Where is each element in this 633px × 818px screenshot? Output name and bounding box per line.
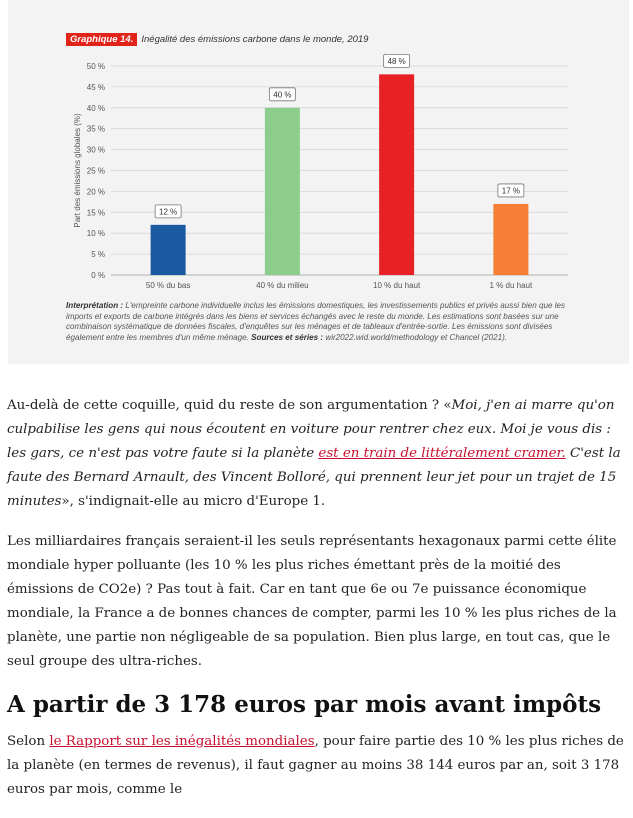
- y-tick-label: 25 %: [86, 166, 105, 176]
- x-tick-label: 10 % du haut: [373, 281, 421, 290]
- bar: [265, 108, 300, 275]
- article-subheading: A partir de 3 178 euros par mois avant impôts: [7, 691, 602, 718]
- interpretation-text: L'empreinte carbone individuelle inclus les émissions domestiques, les investissements publics et privés aussi bien que les imports et exports de carbone intégrés dans les biens et services échangés avec le reste du monde. Les estimations sont basées sur une combinaison systématique de données fiscales, d'enquêtes sur les ménages et de tableaux d'entrée-sortie. Les émissions sont divisées également entre les membres d'un même ménage.: [66, 301, 566, 342]
- chart-title-tag: Graphique 14.: [66, 33, 137, 46]
- sources-text: wir2022.wid.world/methodology et Chancel (2021).: [325, 332, 508, 342]
- y-tick-label: 40 %: [86, 103, 105, 113]
- bar: [379, 74, 414, 275]
- y-tick-label: 30 %: [86, 145, 105, 155]
- x-tick-label: 1 % du haut: [489, 281, 533, 290]
- interpretation-label: Interprétation :: [66, 301, 124, 310]
- y-tick-label: 50 %: [86, 62, 105, 71]
- bar: [493, 204, 528, 275]
- article-paragraph-3: [7, 730, 625, 802]
- x-tick-label: 50 % du bas: [145, 281, 191, 290]
- data-label: 17 %: [501, 186, 520, 196]
- x-tick-label: 40 % du milieu: [256, 281, 309, 290]
- y-tick-label: 45 %: [86, 82, 105, 92]
- p3-rest: , pour faire partie des 10 % les plus riches de la planète (en termes de revenus), il faut gagner au moins 38 144 euros par an, soit 3 178 euros par mois, comme le: [7, 734, 624, 797]
- y-tick-label: 15 %: [86, 208, 105, 218]
- article-body: [7, 394, 625, 818]
- bar-chart: [8, 0, 629, 300]
- y-tick-label: 0 %: [91, 271, 105, 280]
- article-paragraph-2: Les milliardaires français seraient-il les seuls représentants hexagonaux parmi cette élite mondiale hyper polluante (les 10 % les plus riches émettant près de la moitié des émissions de CO2e) ? Pas tout à fait. Car en tant que 6e ou 7e puissance économique mondiale, la France a de bonnes chances de compter, parmi les 10 % les plus riches de la planète, une partie non négligeable de sa population. Bien plus large, en tout cas, que le seul groupe des ultra-riches.: [7, 534, 617, 669]
- y-axis-label: Part des émissions globales (%): [73, 113, 82, 228]
- p1-intro: Au-delà de cette coquille, quid du reste de son argumentation ? «: [7, 398, 452, 413]
- inequality-report-link[interactable]: le Rapport sur les inégalités mondiales: [49, 734, 315, 749]
- data-label: 40 %: [273, 90, 292, 100]
- bar: [151, 225, 186, 275]
- y-tick-label: 35 %: [86, 124, 105, 134]
- y-tick-label: 10 %: [86, 229, 105, 239]
- y-tick-label: 20 %: [86, 187, 105, 197]
- data-label: 48 %: [387, 56, 406, 66]
- chart-interpretation: [66, 301, 578, 343]
- p1-quote-link[interactable]: est en train de littéralement cramer.: [318, 446, 566, 461]
- data-label: 12 %: [159, 207, 178, 217]
- y-tick-label: 5 %: [91, 250, 105, 260]
- article-paragraph-1: [7, 394, 625, 514]
- chart-figure: [8, 0, 629, 364]
- p1-outro: », s'indignait-elle au micro d'Europe 1.: [61, 494, 326, 509]
- p1-quote: [7, 398, 621, 509]
- sources-label: Sources et séries :: [251, 332, 324, 342]
- p1-quote-b: C'est la faute des Bernard Arnault, des Vincent Bolloré, qui prennent leur jet pour un trajet de 15 minutes: [7, 446, 621, 509]
- p1-quote-a: Moi, j'en ai marre qu'on culpabilise les gens qui nous écoutent en voiture pour rentrer chez eux. Moi je vous dis : les gars, ce n'est pas votre faute si la planète: [7, 398, 615, 461]
- p3-intro: Selon: [7, 734, 50, 749]
- chart-title-text: Inégalité des émissions carbone dans le monde, 2019: [141, 34, 369, 45]
